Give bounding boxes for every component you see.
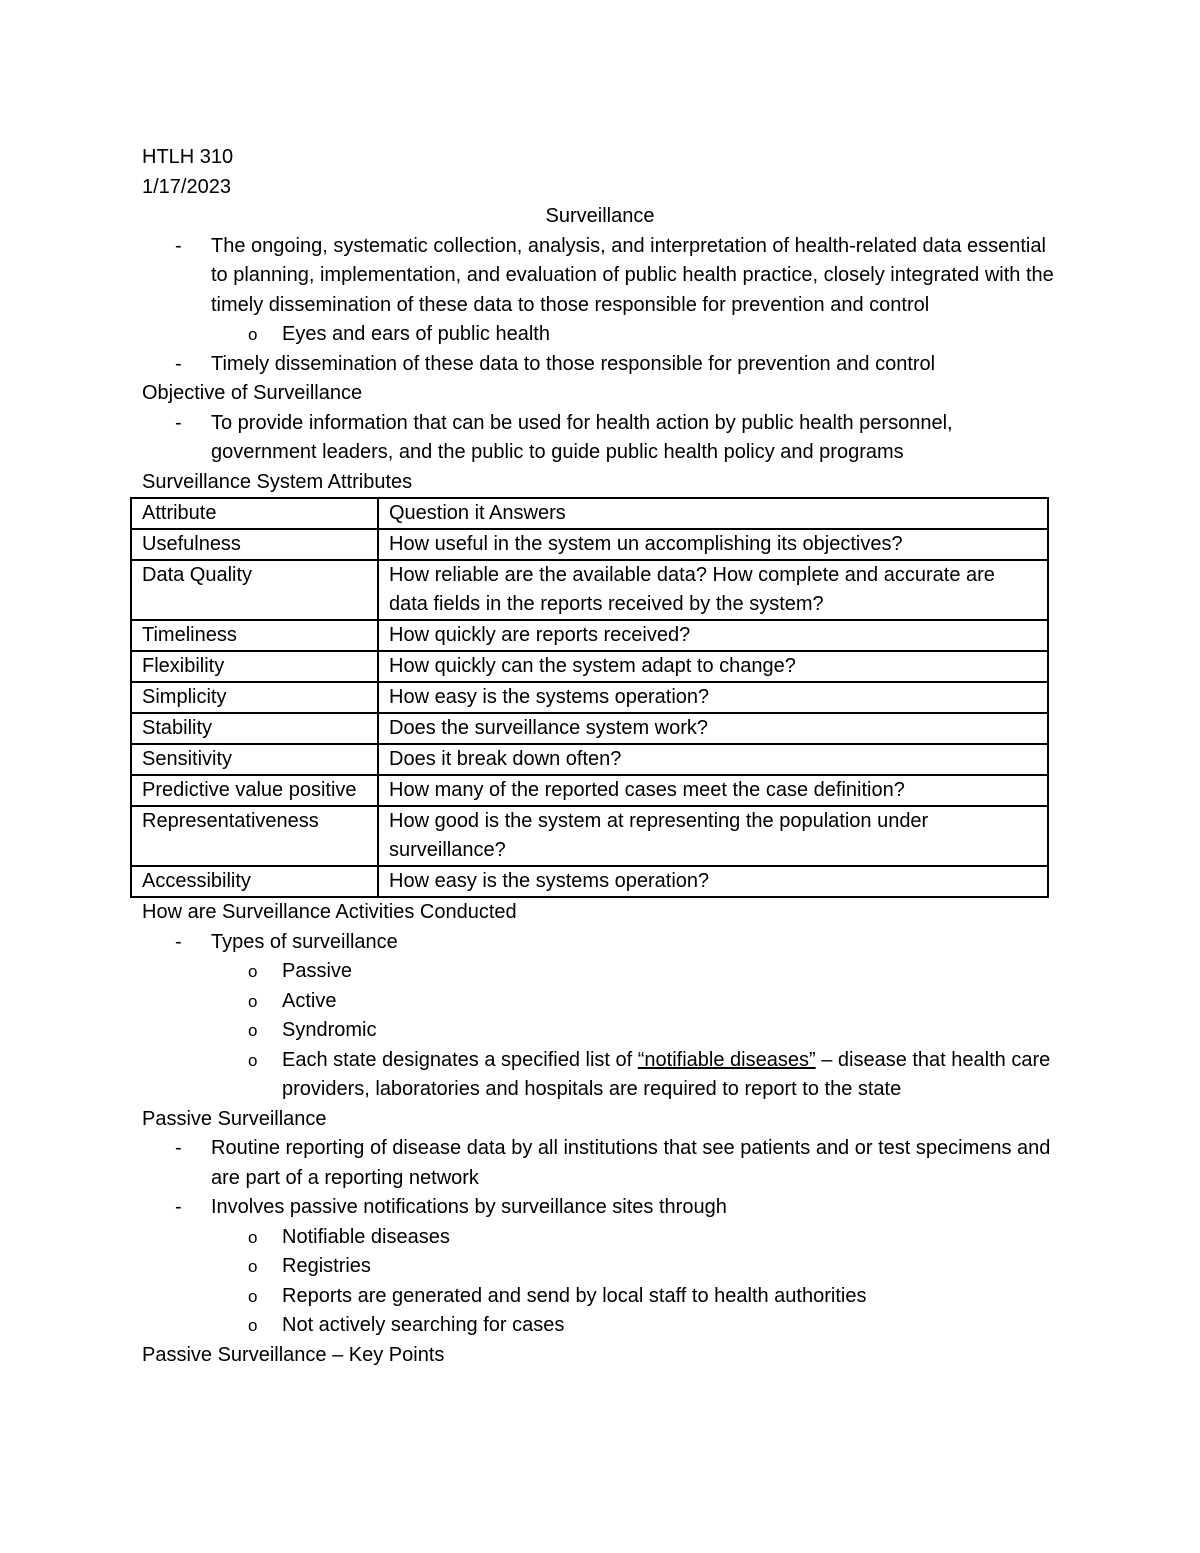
dash-marker: - — [175, 234, 182, 257]
column-header: Question it Answers — [378, 498, 1048, 529]
table-row — [131, 560, 1048, 620]
passive-sub-item-text: Notifiable diseases — [282, 1225, 450, 1248]
circle-marker: o — [248, 1257, 258, 1276]
passive-sub-item — [142, 1311, 1062, 1341]
intro-bullet-1 — [142, 232, 1062, 321]
notifiable-text-before: Each state designates a specified list of — [282, 1048, 638, 1071]
table-row — [131, 806, 1048, 866]
intro-bullet-2-text: Timely dissemination of these data to those responsible for prevention and control — [211, 352, 936, 375]
question-cell: How useful in the system un accomplishing its objectives? — [378, 529, 1048, 560]
table-row — [131, 866, 1048, 897]
passive-sub-item — [142, 1223, 1062, 1253]
table-row — [131, 529, 1048, 560]
passive-bullet-1 — [142, 1134, 1062, 1193]
intro-bullet-2 — [142, 350, 1062, 380]
question-cell: Does it break down often? — [378, 744, 1048, 775]
attribute-cell: Timeliness — [131, 620, 378, 651]
type-item-text: Active — [282, 989, 337, 1012]
question-cell: How easy is the systems operation? — [378, 682, 1048, 713]
circle-marker: o — [248, 991, 258, 1011]
intro-sub-bullet — [142, 320, 1062, 350]
notifiable-item — [142, 1046, 1062, 1105]
activities-bullet — [142, 928, 1062, 958]
attribute-cell: Simplicity — [131, 682, 378, 713]
question-cell: How good is the system at representing the population under surveillance? — [378, 806, 1048, 866]
dash-marker: - — [175, 1196, 182, 1218]
question-cell: How many of the reported cases meet the case definition? — [378, 775, 1048, 806]
table-row — [131, 620, 1048, 651]
notifiable-text-after: – disease that health care providers, laboratories and hospitals are required to report to the state — [282, 1048, 1051, 1100]
table-row — [131, 682, 1048, 713]
objective-bullet — [142, 409, 1062, 468]
type-item-text: Syndromic — [282, 1019, 377, 1041]
activities-heading: How are Surveillance Activities Conducted — [142, 901, 517, 923]
passive-sub-item — [142, 1282, 1062, 1312]
passive-bullet-2 — [142, 1193, 1062, 1223]
notifiable-diseases-term: “notifiable diseases” — [637, 1048, 816, 1071]
note-date: 1/17/2023 — [142, 175, 231, 198]
attributes-table — [130, 497, 1049, 898]
attribute-cell: Representativeness — [131, 806, 378, 866]
table-row — [131, 775, 1048, 806]
intro-bullet-1-text: The ongoing, systematic collection, analysis, and interpretation of health-related data essential to planning, implementation, and evaluation of public health practice, closely integrated with the timely dissemination of these data to those responsible for prevention and control — [211, 234, 1054, 316]
key-points-heading: Passive Surveillance – Key Points — [142, 1343, 445, 1366]
column-header: Attribute — [131, 498, 378, 529]
passive-sub-item — [142, 1252, 1062, 1282]
type-item — [142, 987, 1062, 1017]
circle-marker: o — [248, 325, 258, 344]
question-cell: How reliable are the available data? How complete and accurate are data fields in the reports received by the system? — [378, 560, 1048, 620]
table-header-row — [131, 498, 1048, 529]
objective-bullet-text: To provide information that can be used for health action by public health personnel, government leaders, and the public to guide public health policy and programs — [211, 411, 953, 463]
passive-sub-item-text: Registries — [282, 1255, 371, 1277]
objective-heading: Objective of Surveillance — [142, 382, 363, 404]
circle-marker: o — [248, 1021, 258, 1040]
passive-sub-item-text: Reports are generated and send by local staff to health authorities — [282, 1284, 867, 1307]
circle-marker: o — [248, 1316, 258, 1335]
course-code: HTLH 310 — [142, 146, 234, 168]
passive-bullet-2-text: Involves passive notifications by surveillance sites through — [211, 1196, 727, 1218]
question-cell: How easy is the systems operation? — [378, 866, 1048, 897]
circle-marker: o — [248, 1227, 258, 1247]
dash-marker: - — [175, 1137, 182, 1159]
type-item-text: Passive — [282, 960, 353, 982]
attribute-cell: Stability — [131, 713, 378, 744]
attribute-cell: Sensitivity — [131, 744, 378, 775]
dash-marker: - — [175, 411, 182, 434]
notifiable-item-text — [282, 1046, 1062, 1105]
page-title: Surveillance — [545, 205, 655, 227]
question-cell: Does the surveillance system work? — [378, 713, 1048, 744]
document-page — [142, 143, 1062, 1370]
attribute-cell: Flexibility — [131, 651, 378, 682]
question-cell: How quickly can the system adapt to change? — [378, 651, 1048, 682]
activities-bullet-text: Types of surveillance — [211, 930, 398, 953]
circle-marker: o — [248, 962, 258, 981]
attributes-heading: Surveillance System Attributes — [142, 470, 413, 493]
type-item — [142, 1016, 1062, 1046]
intro-sub-bullet-text: Eyes and ears of public health — [282, 323, 550, 345]
attribute-cell: Predictive value positive — [131, 775, 378, 806]
passive-heading: Passive Surveillance — [142, 1107, 327, 1130]
dash-marker: - — [175, 352, 182, 375]
passive-bullet-1-text: Routine reporting of disease data by all institutions that see patients and or test specimens and are part of a reporting network — [211, 1137, 1051, 1189]
attribute-cell: Accessibility — [131, 866, 378, 897]
table-row — [131, 744, 1048, 775]
attribute-cell: Data Quality — [131, 560, 378, 620]
table-row — [131, 651, 1048, 682]
passive-sub-item-text: Not actively searching for cases — [282, 1314, 565, 1336]
table-row — [131, 713, 1048, 744]
circle-marker: o — [248, 1286, 258, 1306]
circle-marker: o — [248, 1050, 258, 1070]
type-item — [142, 957, 1062, 987]
dash-marker: - — [175, 930, 182, 953]
attribute-cell: Usefulness — [131, 529, 378, 560]
question-cell: How quickly are reports received? — [378, 620, 1048, 651]
